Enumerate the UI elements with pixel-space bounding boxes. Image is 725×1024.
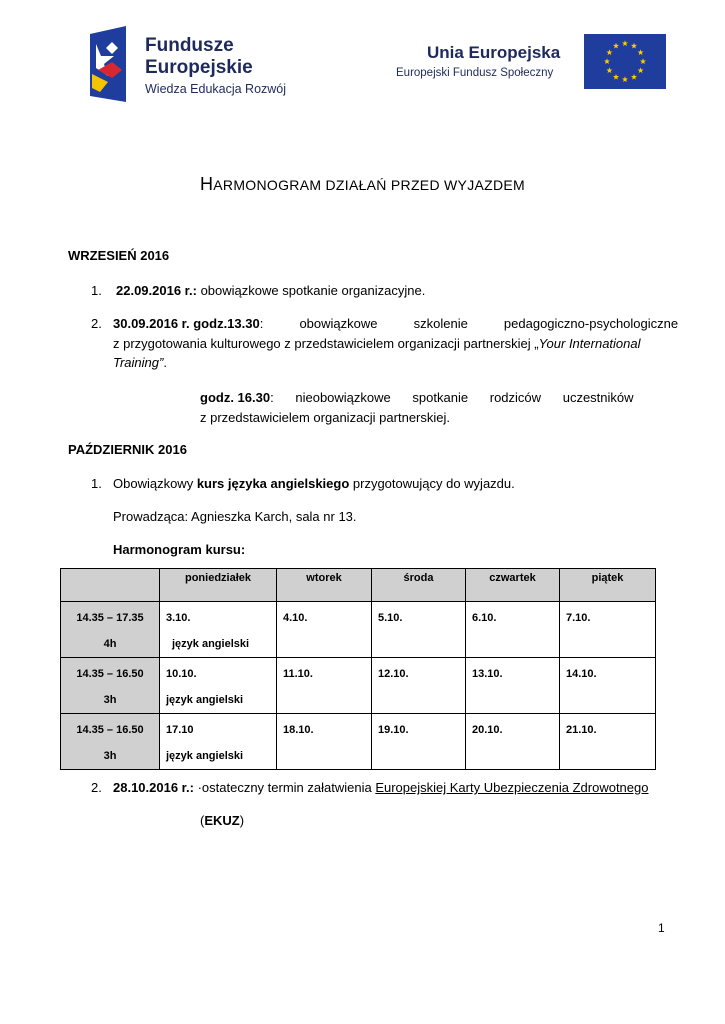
sept-item2-line3 xyxy=(113,353,664,372)
fundusze-europejskie-emblem xyxy=(88,26,128,102)
table-row xyxy=(61,602,656,658)
subject: język angielski xyxy=(166,694,244,706)
oct-item1-post: przygotowujący do wyjazdu. xyxy=(349,476,515,491)
header-cell-thursday: czwartek xyxy=(466,569,560,602)
sept-item2b-line1-text: : nieobowiązkowe spotkanie rodziców uczestników xyxy=(270,390,634,405)
schedule-label: Harmonogram kursu: xyxy=(113,542,246,557)
sept-item2b-line2: z przedstawicielem organizacji partnerskiej. xyxy=(200,410,450,425)
wednesday-cell: 19.10. xyxy=(372,714,466,770)
eu-flag-icon xyxy=(584,34,666,89)
oct-item2-text xyxy=(113,778,648,797)
fe-logo-line3: Wiedza Edukacja Rozwój xyxy=(145,82,287,96)
sept-item1-text: obowiązkowe spotkanie organizacyjne. xyxy=(196,283,426,298)
header-cell-friday: piątek xyxy=(560,569,656,602)
ekuz-bold: EKUZ xyxy=(204,813,240,828)
wednesday-cell: 5.10. xyxy=(372,602,466,658)
thursday-cell: 13.10. xyxy=(466,658,560,714)
section-heading-september: WRZESIEŃ 2016 xyxy=(68,248,170,263)
oct-item2-number: 2. xyxy=(91,780,102,795)
time-cell xyxy=(61,714,160,770)
thursday-cell: 6.10. xyxy=(466,602,560,658)
oct-item1-number: 1. xyxy=(91,476,102,491)
hours: 3h xyxy=(103,694,117,706)
sept-item2-org-italic: Your International xyxy=(538,336,641,351)
time-range: 14.35 – 16.50 xyxy=(76,724,144,736)
section-heading-october: PAŹDZIERNIK 2016 xyxy=(68,442,187,457)
monday-cell xyxy=(160,714,277,770)
ekuz-link[interactable]: Europejskiej Karty Ubezpieczenia Zdrowotnego xyxy=(375,780,649,795)
document-title: HARMONOGRAM DZIAŁAŃ PRZED WYJAZDEM xyxy=(199,174,525,194)
sept-item2-org-italic2: Training” xyxy=(113,355,164,370)
header-cell-monday: poniedziałek xyxy=(160,569,277,602)
tuesday-cell: 4.10. xyxy=(277,602,372,658)
oct-item1-pre: Obowiązkowy xyxy=(113,476,197,491)
header-cell-empty xyxy=(61,569,160,602)
tuesday-cell: 18.10. xyxy=(277,714,372,770)
sept-item2-line2-text: z przygotowania kulturowego z przedstawicielem organizacji partnerskiej „ xyxy=(113,336,539,351)
fe-logo-line2: Europejskie xyxy=(145,57,253,78)
subject: język angielski xyxy=(166,750,244,762)
sept-item2-number: 2. xyxy=(91,316,102,331)
hours: 3h xyxy=(103,750,117,762)
sept-item1-number: 1. xyxy=(91,283,102,298)
time-cell xyxy=(61,602,160,658)
oct-item1-text xyxy=(113,474,515,493)
sept-item2b-line1 xyxy=(200,388,634,407)
hours: 4h xyxy=(103,638,117,650)
sept-item1 xyxy=(116,281,425,300)
fe-logo-line1: Fundusze xyxy=(145,35,234,56)
subject: język angielski xyxy=(172,638,250,650)
paren-open: ( xyxy=(200,813,205,828)
ekuz-abbrev xyxy=(200,811,244,830)
friday-cell: 21.10. xyxy=(560,714,656,770)
time-cell xyxy=(61,658,160,714)
time-range: 14.35 – 17.35 xyxy=(76,612,144,624)
sept-item2-line1-text: : obowiązkowe szkolenie pedagogiczno-psychologiczne xyxy=(259,316,679,331)
sept-item1-date: 22.09.2016 r.: xyxy=(116,283,197,298)
course-schedule-table xyxy=(60,568,656,770)
monday-cell xyxy=(160,602,277,658)
table-row xyxy=(61,658,656,714)
sept-item2-date: 30.09.2016 r. godz.13.30 xyxy=(113,316,260,331)
thursday-cell: 20.10. xyxy=(466,714,560,770)
paren-close: ) xyxy=(239,813,245,828)
sept-item2-line2 xyxy=(113,334,664,353)
page-number: 1 xyxy=(658,921,665,935)
sept-item2-line1 xyxy=(113,314,679,333)
friday-cell: 14.10. xyxy=(560,658,656,714)
sept-item2b-time: godz. 16.30 xyxy=(200,390,271,405)
header-cell-tuesday: wtorek xyxy=(277,569,372,602)
oct-lecturer: Prowadząca: Agnieszka Karch, sala nr 13. xyxy=(113,509,357,524)
oct-item2-date: 28.10.2016 r.: xyxy=(113,780,194,795)
ue-title: Unia Europejska xyxy=(427,43,561,62)
time-range: 14.35 – 16.50 xyxy=(76,668,144,680)
ue-subtitle: Europejski Fundusz Społeczny xyxy=(396,67,554,79)
oct-item2-body: ·ostateczny termin załatwienia xyxy=(193,780,376,795)
header-cell-wednesday: środa xyxy=(372,569,466,602)
sept-item2-line3-end: . xyxy=(163,355,167,370)
friday-cell: 7.10. xyxy=(560,602,656,658)
date: 17.10 xyxy=(166,724,194,736)
date: 3.10. xyxy=(166,612,191,624)
tuesday-cell: 11.10. xyxy=(277,658,372,714)
table-header-row xyxy=(61,569,656,602)
wednesday-cell: 12.10. xyxy=(372,658,466,714)
table-row xyxy=(61,714,656,770)
monday-cell xyxy=(160,658,277,714)
oct-item1-course: kurs języka angielskiego xyxy=(196,476,350,491)
date: 10.10. xyxy=(166,668,197,680)
